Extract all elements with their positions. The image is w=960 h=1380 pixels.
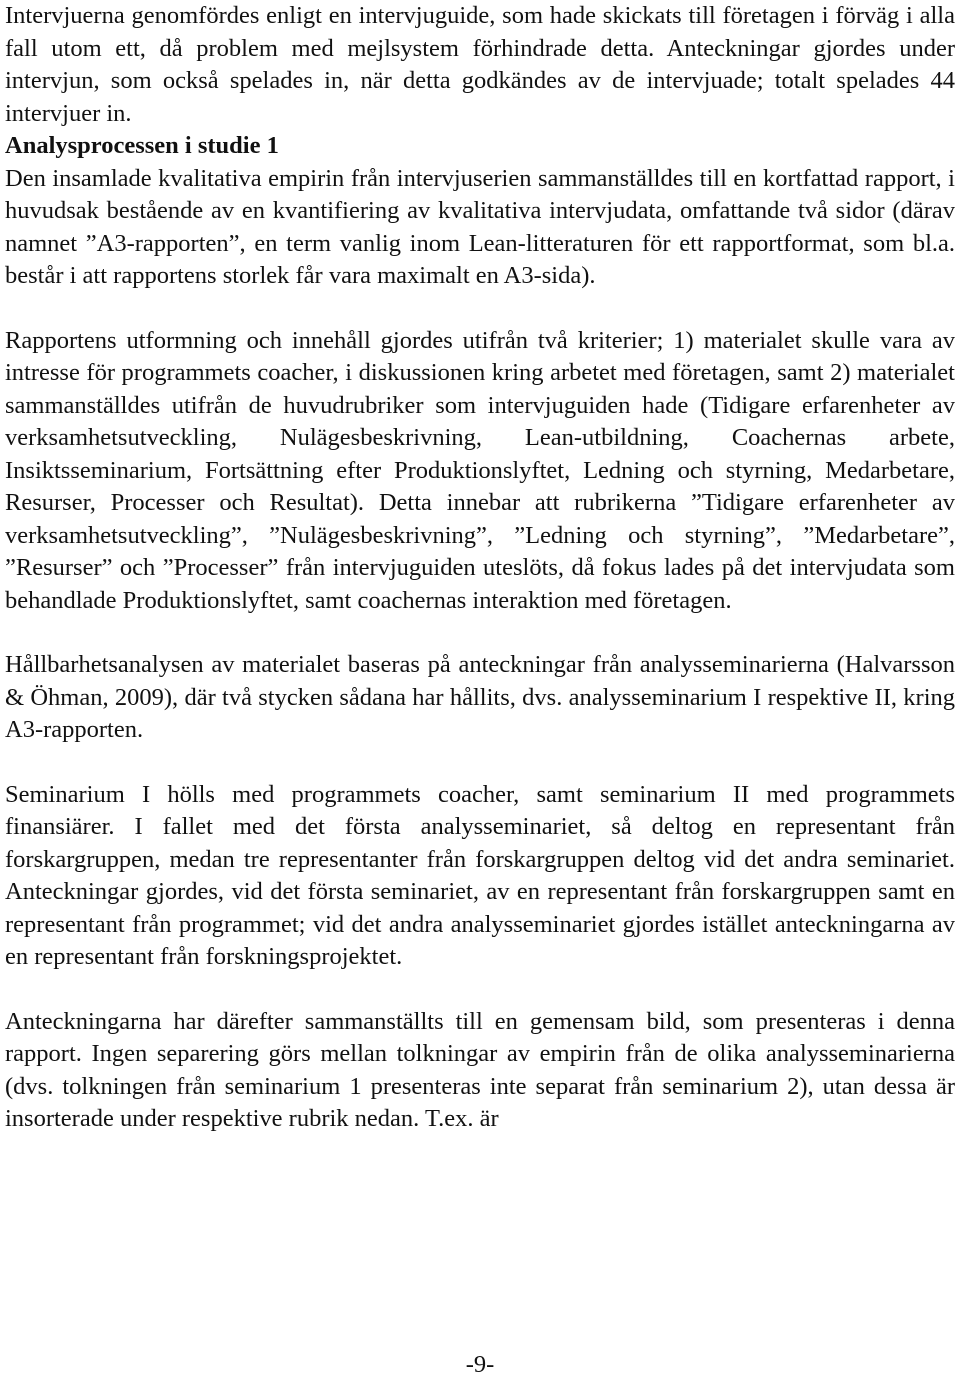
- section-heading: Analysprocessen i studie 1: [5, 132, 279, 159]
- paragraph-a3-report: Den insamlade kvalitativa empirin från intervjuserien sammanställdes till en kortfattad rapport, i huvudsak bestående av en kvantifiering av kvalitativa intervjudata, omfattande två sidor (därav namnet ”A3-rapporten”, en term vanlig inom Lean-litteraturen för ett rapportformat, som bl.a. består i att rapportens storlek får vara maximalt en A3-sida).: [5, 164, 955, 289]
- document-page: [5, 0, 955, 1136]
- paragraph-report-design: Rapportens utformning och innehåll gjordes utifrån två kriterier; 1) materialet skulle vara av intresse för programmets coacher, i diskussionen kring arbetet med företagen, samt 2) materialet sammanställdes utifrån de huvudrubriker som intervjuguiden hade (Tidigare erfarenheter av verksamhetsutveckling, Nulägesbeskrivning, Lean-utbildning, Coachernas arbete, Insiktsseminarium, Fortsättning efter Produktionslyftet, Ledning och styrning, Medarbetare, Resurser, Processer och Resultat). Detta innebar att rubrikerna ”Tidigare erfarenheter av verksamhetsutveckling”, ”Nulägesbeskrivning”, ”Ledning och styrning”, ”Medarbetare”, ”Resurser” och ”Processer” från intervjuguiden uteslöts, då fokus lades på det intervjudata som behandlade Produktionslyftet, samt coachernas interaktion med företagen.: [5, 326, 955, 614]
- section-analysis-process: [5, 130, 955, 293]
- paragraph-interviews: Intervjuerna genomfördes enligt en intervjuguide, som hade skickats till företagen i förväg i alla fall utom ett, då problem med mejlsystem förhindrade detta. Anteckningar gjordes under intervjun, som också spelades in, när detta godkändes av de intervjuade; totalt spelades 44 intervjuer in.: [5, 2, 955, 127]
- paragraph-compiled-notes: Anteckningarna har därefter sammanställts till en gemensam bild, som presenteras i denna rapport. Ingen separering görs mellan tolkningar av empirin från de olika analysseminarierna (dvs. tolkningen från seminarium 1 presenteras inte separat från seminarium 2), utan dessa är insorterade under respektive rubrik nedan. T.ex. är: [5, 1007, 955, 1132]
- paragraph-seminars: Seminarium I hölls med programmets coacher, samt seminarium II med programmets finansiärer. I fallet med det första analysseminariet, så deltog en representant från forskargruppen, medan tre representanter från forskargruppen deltog vid det andra seminariet. Anteckningar gjordes, vid det första seminariet, av en representant från forskargruppen samt en representant från programmet; vid det andra analysseminariet gjordes istället anteckningarna av en representant från forskningsprojektet.: [5, 780, 955, 970]
- page-number: -9-: [465, 1351, 495, 1378]
- paragraph-sustainability-analysis: Hållbarhetsanalysen av materialet baseras på anteckningar från analysseminarierna (Halvarsson & Öhman, 2009), där två stycken sådana har hållits, dvs. analysseminarium I respektive II, kring A3-rapporten.: [5, 651, 955, 743]
